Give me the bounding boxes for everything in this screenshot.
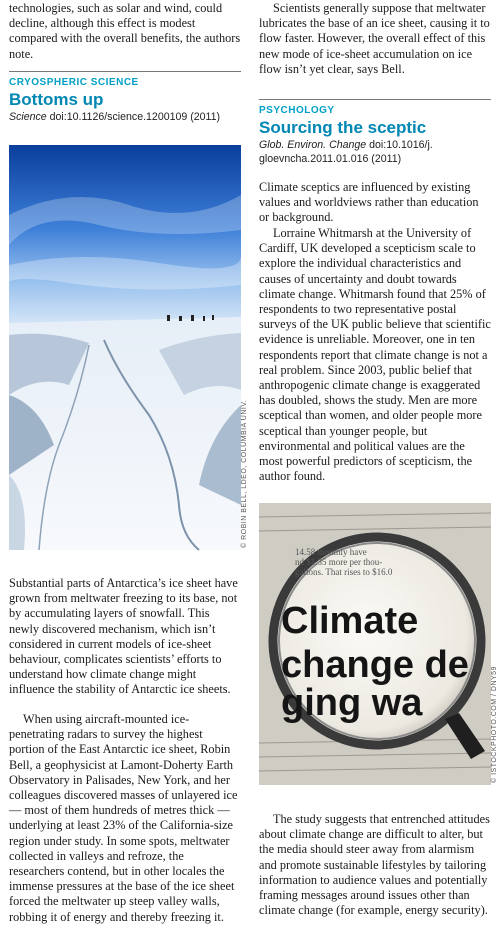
citation-journal: Science [9, 111, 47, 123]
right-body-paragraph-3: The study suggests that entrenched attitudes about climate change are difficult to alter, but the media should steer away from alarmism and promote sustainable lifestyles by tailoring information to audience values and potentially framing messages around issues other than climate change (for example, energy security). [259, 812, 490, 918]
magnified-headline [281, 599, 491, 725]
magnified-word-climate: Climate [281, 600, 419, 642]
section-label-cryospheric: CRYOSPHERIC SCIENCE [9, 77, 139, 88]
newsprint-line: gallons. That rises to $16.0 [295, 567, 393, 577]
headline-bottoms-up: Bottoms up [9, 90, 104, 109]
section-divider [259, 99, 491, 100]
left-body-paragraph-2: When using aircraft-mounted ice-penetrating radars to survey the highest portion of the East Antarctic ice sheet, Robin Bell, a geophysicist at Lamont-Doherty Earth Observatory in Palisades, New York, and her colleagues discovered masses of unlayered ice — most of them hundreds of metres thick — underlying at least 23% of the California-size region under study. In some spots, meltwater collected in valleys and refroze, the researchers contend, but in other locales the immense pressures at the base of the ice sheet forced the meltwater up steep valley walls, robbing it of energy and thereby freezing it. [9, 712, 238, 924]
citation-sourcing-the-sceptic [259, 138, 491, 166]
antarctic-ice-illustration [9, 145, 241, 550]
left-intro-text: technologies, such as solar and wind, could decline, although this effect is modest compared with the overall benefits, the authors note. [9, 1, 241, 61]
magnified-word-change: change de [281, 644, 469, 686]
magnifier-photo-credit: © ISTOCKPHOTO.COM / DNY59 [491, 666, 498, 783]
newsprint-line: 14.58 monthly have [295, 547, 367, 557]
citation-bottoms-up [9, 110, 241, 124]
antarctic-ice-photo [9, 145, 241, 550]
section-divider [9, 71, 241, 72]
citation-journal: Glob. Environ. Change [259, 139, 367, 151]
newsprint-text [295, 547, 455, 577]
right-body-paragraph-2: Lorraine Whitmarsh at the University of Cardiff, UK developed a scepticism scale to explore the individual characteristics and causes of uncertainty and doubt towards climate change. Whitmarsh found that 25% of respondents to two representative postal surveys of the UK public believe that scientific evidence is unreliable. Moreover, one in ten respondents report that climate change is not a real problem. Since 2003, public belief that anthropogenic climate change is exaggerated has doubled, shows the study. Men are more sceptical than women, and older people more sceptical than younger people, but environmental and political values are the most powerful predictors of scepticism, the author found. [259, 226, 491, 484]
citation-doi: doi:10.1126/science.1200109 (2011) [46, 111, 221, 123]
left-body-paragraph-1: Substantial parts of Antarctica’s ice sheet have grown from meltwater freezing to its base, not by accumulating layers of snowfall. This newly discovered mechanism, which isn’t considered in current models of ice-sheet behaviour, complicates scientists’ efforts to understand how climate change might influence the stability of Antarctic ice sheets. [9, 576, 238, 697]
citation-doi: doi:10.1016/j. gloevncha.2011.01.016 (2011) [259, 139, 433, 165]
headline-sourcing-the-sceptic: Sourcing the sceptic [259, 118, 427, 137]
section-label-psychology: PSYCHOLOGY [259, 105, 335, 116]
newsprint-line: nd $1.35 more per thou- [295, 557, 383, 567]
right-body-paragraph-1: Climate sceptics are influenced by existing values and worldviews rather than education or background. [259, 180, 479, 225]
magnified-word-warming: ging wa [281, 682, 423, 724]
antarctic-photo-credit: © ROBIN BELL, LDEO, COLUMBIA UNIV. [241, 399, 248, 548]
right-intro-text: Scientists generally suppose that meltwater lubricates the base of an ice sheet, causing it to flow faster. However, the overall effect of this new mode of ice-sheet accumulation on ice flow isn’t yet clear, says Bell. [259, 1, 490, 76]
magnifier-newspaper-photo [259, 503, 491, 785]
